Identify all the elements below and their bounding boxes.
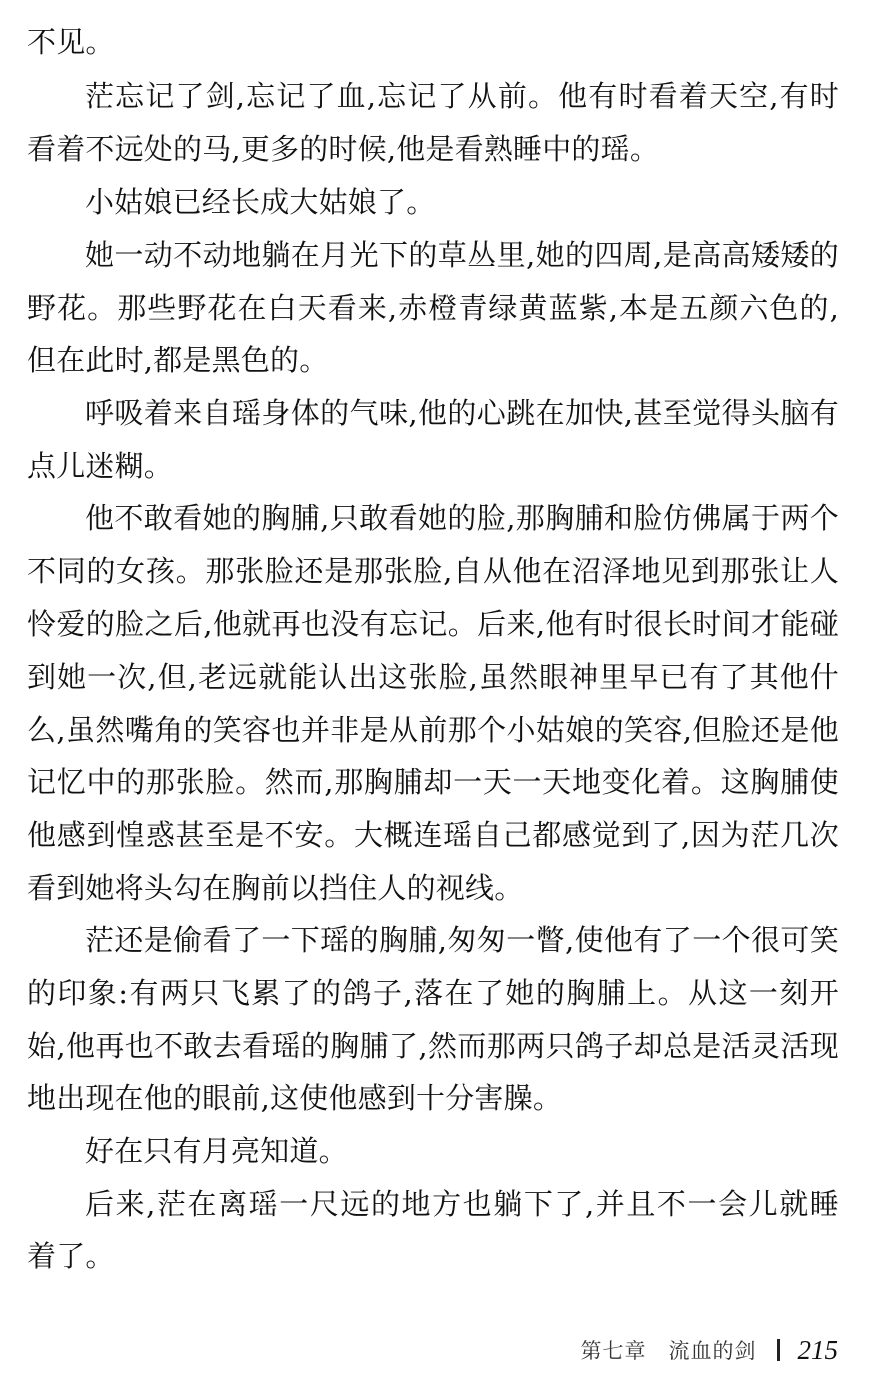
page-footer <box>581 1332 839 1368</box>
text-line: 着了。 <box>27 1239 115 1273</box>
text-line: 看到她将头勾在胸前以挡住人的视线。 <box>27 871 524 905</box>
text-line: 看着不远处的马,更多的时候,他是看熟睡中的瑶。 <box>27 132 660 166</box>
footer-separator <box>777 1339 780 1361</box>
text-line: 不同的女孩。那张脸还是那张脸,自从他在沼泽地见到那张让人 <box>27 554 839 588</box>
text-line: 呼吸着来自瑶身体的气味,他的心跳在加快,甚至觉得头脑有 <box>85 396 839 430</box>
text-line: 茫还是偷看了一下瑶的胸脯,匆匆一瞥,使他有了一个很可笑 <box>85 923 839 957</box>
text-line: 小姑娘已经长成大姑娘了。 <box>85 185 436 219</box>
chapter-title: 流血的剑 <box>668 1339 757 1363</box>
text-line: 记忆中的那张脸。然而,那胸脯却一天一天地变化着。这胸脯使 <box>27 765 839 799</box>
text-line: 怜爱的脸之后,他就再也没有忘记。后来,他有时很长时间才能碰 <box>27 607 839 641</box>
text-line: 但在此时,都是黑色的。 <box>27 343 329 377</box>
text-line: 她一动不动地躺在月光下的草丛里,她的四周,是高高矮矮的 <box>85 238 839 272</box>
chapter-label: 第七章 <box>580 1339 647 1363</box>
text-line: 到她一次,但,老远就能认出这张脸,虽然眼神里早已有了其他什 <box>27 660 839 694</box>
text-line: 好在只有月亮知道。 <box>85 1134 348 1168</box>
text-line: 后来,茫在离瑶一尺远的地方也躺下了,并且不一会儿就睡 <box>85 1187 839 1221</box>
text-line: 他不敢看她的胸脯,只敢看她的脸,那胸脯和脸仿佛属于两个 <box>85 501 839 535</box>
text-line: 他感到惶惑甚至是不安。大概连瑶自己都感觉到了,因为茫几次 <box>27 818 839 852</box>
text-line: 地出现在他的眼前,这使他感到十分害臊。 <box>27 1081 563 1115</box>
text-line: 始,他再也不敢去看瑶的胸脯了,然而那两只鸽子却总是活灵活现 <box>27 1029 839 1063</box>
text-line: 野花。那些野花在白天看来,赤橙青绿黄蓝紫,本是五颜六色的, <box>27 291 839 325</box>
text-line: 茫忘记了剑,忘记了血,忘记了从前。他有时看着天空,有时 <box>85 79 839 113</box>
text-line: 点儿迷糊。 <box>27 449 174 483</box>
page-number: 215 <box>797 1334 838 1365</box>
text-line: 么,虽然嘴角的笑容也并非是从前那个小姑娘的笑容,但脸还是他 <box>27 713 839 747</box>
text-line: 的印象:有两只飞累了的鸽子,落在了她的胸脯上。从这一刻开 <box>27 976 839 1010</box>
text-line: 不见。 <box>27 25 115 59</box>
